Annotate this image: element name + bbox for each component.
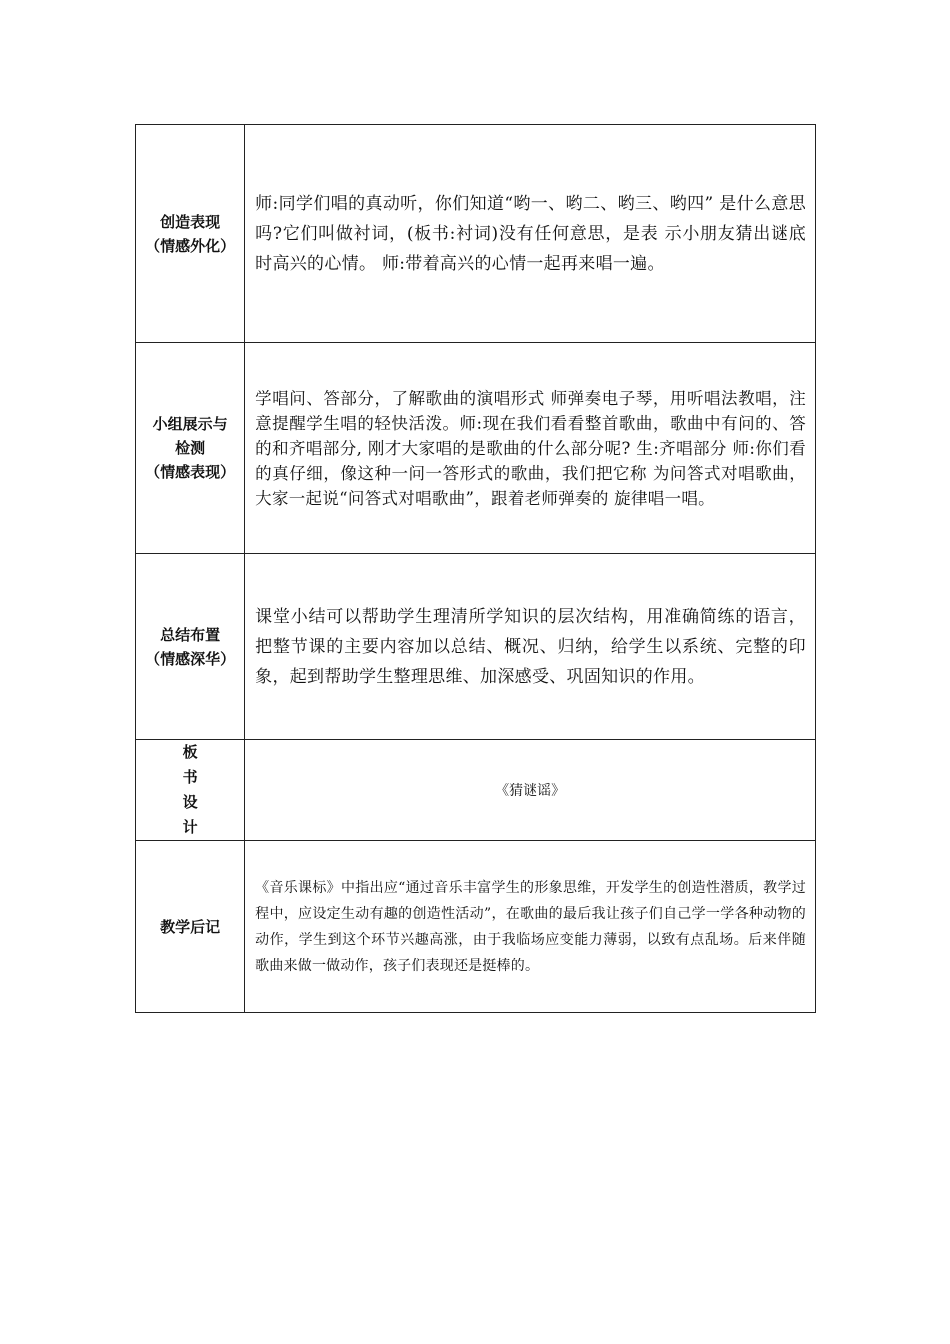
table-row-group-presentation xyxy=(136,343,816,554)
row-label-line: （情感外化） xyxy=(145,236,236,255)
row-label-line: （情感深华） xyxy=(145,649,236,668)
row-label-line: 计 xyxy=(182,818,198,836)
row-content-text: 学唱问、答部分，了解歌曲的演唱形式 师弹奏电子琴，用听唱法教唱，注意提醒学生唱的轻快活泼。师:现在我们看看整首歌曲，歌曲中有问的、答的和齐唱部分, 刚才大家唱的是歌曲的什么部分呢? 生:齐唱部分 师:你们看的真仔细，像这种一问一答形式的歌曲，我们把它称 为问答式对唱歌曲，大家一起说“问答式对唱歌曲”，跟着老师弹奏的 旋律唱一唱。 xyxy=(255,388,806,508)
row-label-creative-expression xyxy=(136,125,245,343)
row-content-cell xyxy=(245,554,816,740)
row-label-summary xyxy=(136,554,245,740)
row-label-line: 教学后记 xyxy=(160,917,221,936)
lesson-plan-table xyxy=(135,124,816,1013)
row-label-line: 检测 xyxy=(175,439,206,457)
row-label-line: 小组展示与 xyxy=(152,415,228,433)
table-row-teaching-reflection xyxy=(136,841,816,1013)
row-label-line: 创造表现 xyxy=(160,212,221,231)
board-design-title: 《猜谜谣》 xyxy=(245,740,816,841)
row-label-line: 设 xyxy=(182,793,198,811)
table-row-summary xyxy=(136,554,816,740)
row-label-teaching-reflection xyxy=(136,841,245,1013)
row-content-cell xyxy=(245,343,816,554)
row-label-line: 书 xyxy=(182,768,198,786)
row-content-text: 课堂小结可以帮助学生理清所学知识的层次结构，用准确简练的语言，把整节课的主要内容加以总结、概况、归纳，给学生以系统、完整的印象，起到帮助学生整理思维、加深感受、巩固知识的作用。 xyxy=(255,606,806,687)
table-row-creative-expression xyxy=(136,125,816,343)
row-label-line: （情感表现） xyxy=(145,463,236,481)
row-content-cell xyxy=(245,125,816,343)
row-label-board-design xyxy=(136,740,245,841)
row-label-line: 总结布置 xyxy=(160,625,221,644)
table-row-board-design xyxy=(136,740,816,841)
row-label-group-presentation xyxy=(136,343,245,554)
row-content-cell xyxy=(245,841,816,1013)
row-label-line: 板 xyxy=(182,743,198,761)
row-content-text: 师:同学们唱的真动听，你们知道“哟一、哟二、哟三、哟四” 是什么意思吗?它们叫做衬词，(板书:衬词)没有任何意思，是表 示小朋友猜出谜底时高兴的心情。 师:带着高兴的心情一起再来唱一遍。 xyxy=(255,193,806,274)
row-content-text: 《音乐课标》中指出应“通过音乐丰富学生的形象思维，开发学生的创造性潜质，教学过程中，应设定生动有趣的创造性活动”，在歌曲的最后我让孩子们自己学一学各种动物的动作，学生到这个环节兴趣高涨，由于我临场应变能力薄弱，以致有点乱场。后来伴随歌曲来做一做动作，孩子们表现还是挺棒的。 xyxy=(255,879,806,974)
